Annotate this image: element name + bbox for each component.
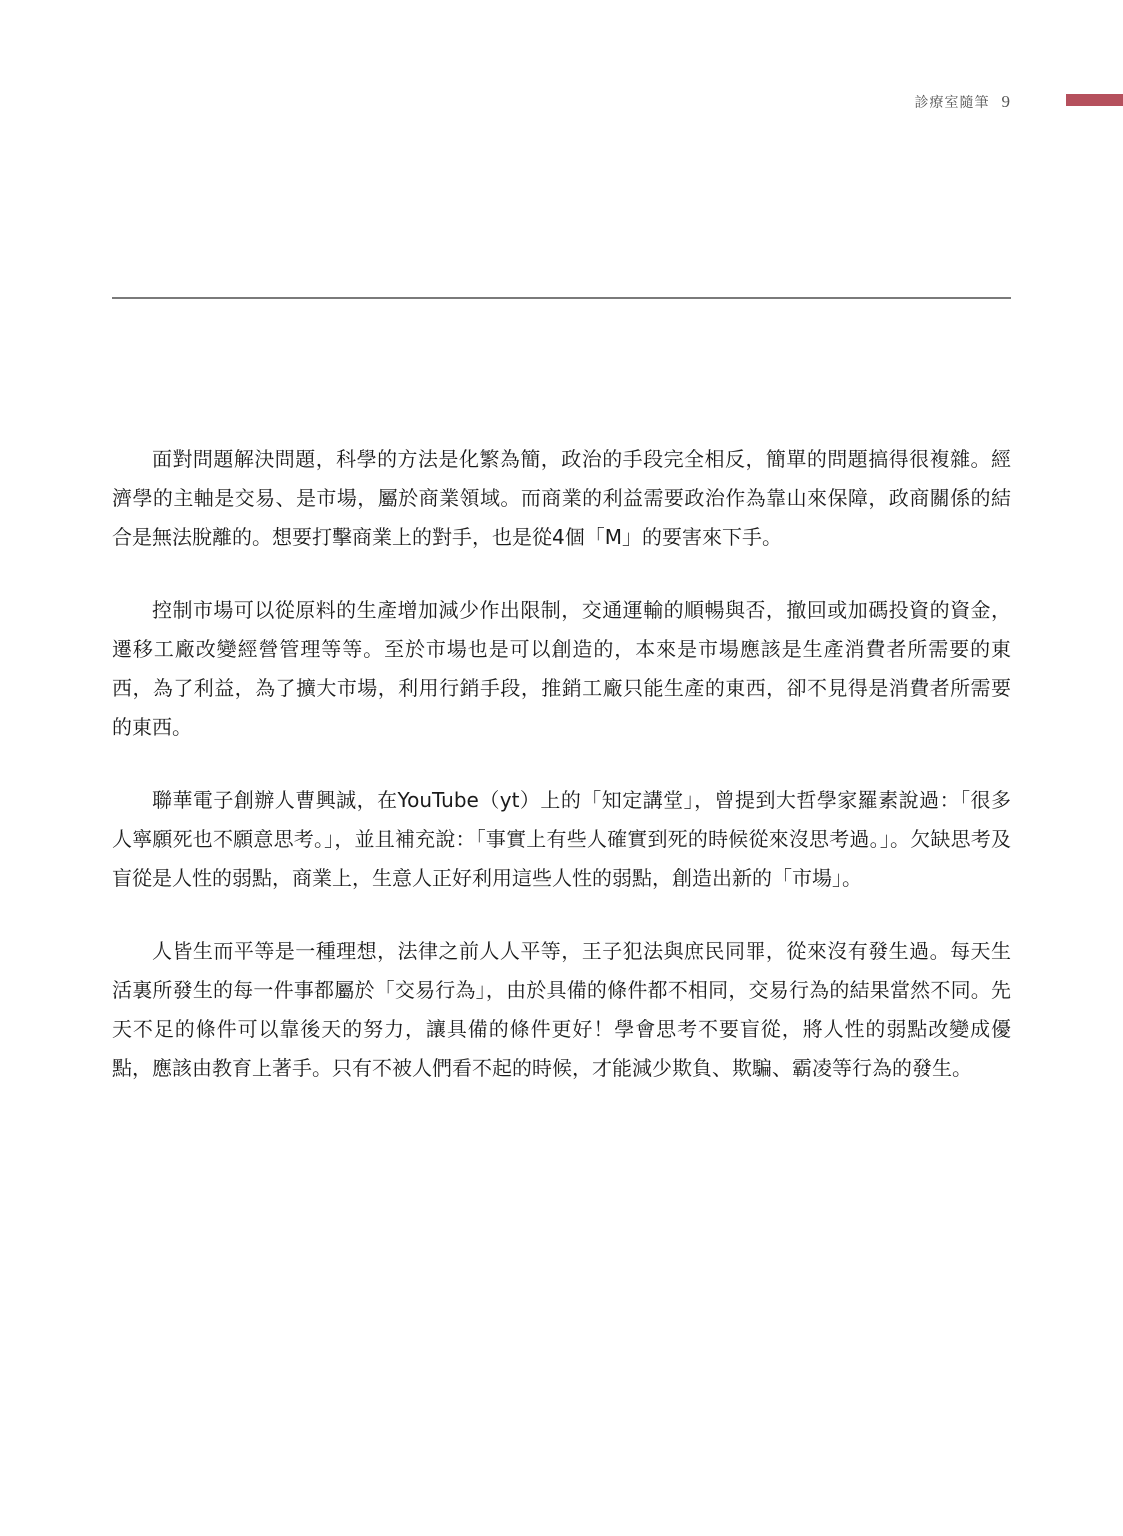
body-text [112, 440, 1011, 1122]
paragraph-4: 人皆生而平等是一種理想，法律之前人人平等，王子犯法與庶民同罪，從來沒有發生過。每天生活裏所發生的每一件事都屬於「交易行為」，由於具備的條件都不相同，交易行為的結果當然不同。先天不足的條件可以靠後天的努力，讓具備的條件更好！學會思考不要盲從，將人性的弱點改變成優點，應該由教育上著手。只有不被人們看不起的時候，才能減少欺負、欺騙、霸凌等行為的發生。 [112, 939, 1011, 1080]
paragraph-2: 控制市場可以從原料的生產增加減少作出限制，交通運輸的順暢與否，撤回或加碼投資的資金，遷移工廠改變經營管理等等。至於市場也是可以創造的，本來是市場應該是生產消費者所需要的東西，為了利益，為了擴大市場，利用行銷手段，推銷工廠只能生產的東西，卻不見得是消費者所需要的東西。 [112, 598, 1011, 739]
paragraph-3: 聯華電子創辦人曹興誠，在YouTube（yt）上的「知定講堂」，曾提到大哲學家羅素說過：「很多人寧願死也不願意思考。」，並且補充說：「事實上有些人確實到死的時候從來沒思考過。」。欠缺思考及盲從是人性的弱點，商業上，生意人正好利用這些人性的弱點，創造出新的「市場」。 [112, 788, 1011, 890]
page-number: 9 [1001, 92, 1010, 111]
accent-bar [1066, 94, 1123, 106]
section-divider [112, 297, 1011, 299]
running-header [915, 92, 1011, 112]
header-title: 診療室隨筆 [914, 95, 990, 111]
paragraph-1: 面對問題解決問題，科學的方法是化繁為簡，政治的手段完全相反，簡單的問題搞得很複雜。經濟學的主軸是交易、是市場，屬於商業領域。而商業的利益需要政治作為靠山來保障，政商關係的結合是無法脫離的。想要打擊商業上的對手，也是從4個「M」的要害來下手。 [112, 447, 1011, 549]
